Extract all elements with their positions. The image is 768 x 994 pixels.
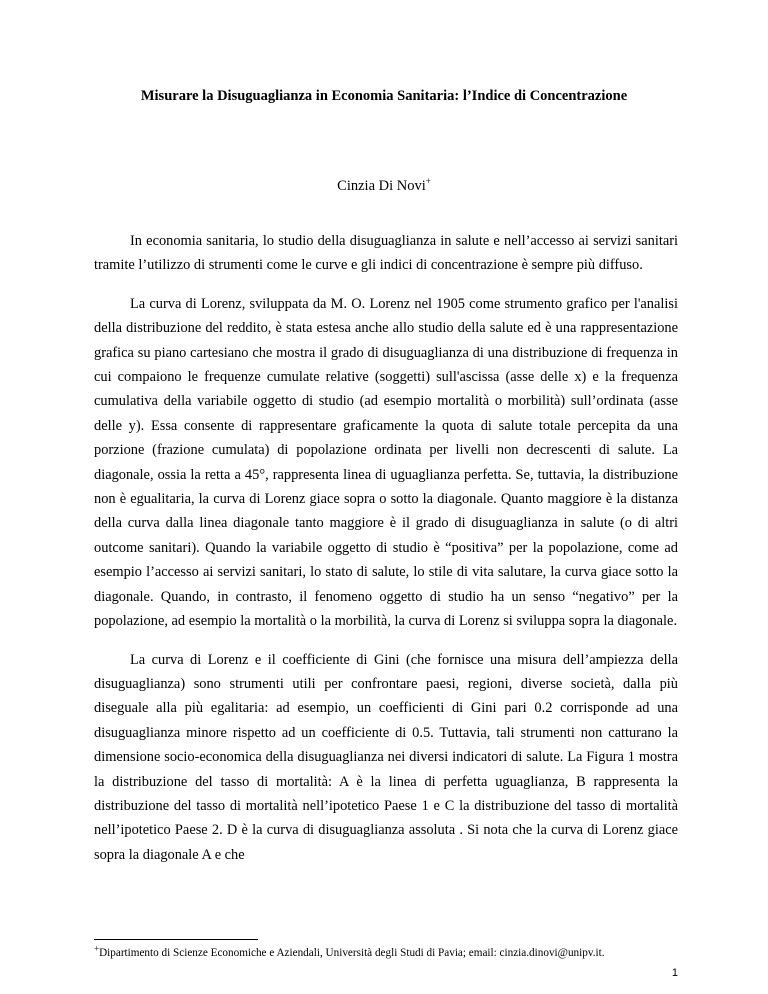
footnote xyxy=(94,943,734,960)
author-footnote-mark: + xyxy=(425,176,431,187)
author-line xyxy=(0,178,768,195)
paragraph-1: In economia sanitaria, lo studio della disuguaglianza in salute e nell’accesso ai servizi sanitari tramite l’utilizzo di strumenti come le curve e gli indici di concentrazione è sempre più diffuso. xyxy=(94,233,678,274)
paragraph-3: La curva di Lorenz e il coefficiente di Gini (che fornisce una misura dell’ampiezza della disuguaglianza) sono strumenti utili per confrontare paesi, regioni, diverse società, dalla più diseguale alla più egalitaria: ad esempio, un coefficienti di Gini pari 0.2 corrisponde ad una disuguaglianza minore rispetto ad un coefficiente di 0.5. Tuttavia, tali strumenti non catturano la dimensione socio-economica della disuguaglianza nei diversi indicatori di salute. La Figura 1 mostra la distribuzione del tasso di mortalità: A è la linea di perfetta uguaglianza, B rappresenta la distribuzione del tasso di mortalità nell’ipotetico Paese 1 e C la distribuzione del tasso di mortalità nell’ipotetico Paese 2. D è la curva di disuguaglianza assoluta . Si nota che la curva di Lorenz giace sopra la diagonale A e che xyxy=(94,651,678,863)
footnote-text: Dipartimento di Scienze Economiche e Aziendali, Università degli Studi di Pavia; email: cinzia.dinovi@unipv.it. xyxy=(99,947,605,959)
page-number: 1 xyxy=(671,967,678,979)
author-name: Cinzia Di Novi xyxy=(337,178,426,194)
body-text xyxy=(94,229,678,881)
document-title: Misurare la Disuguaglianza in Economia Sanitaria: l’Indice di Concentrazione xyxy=(140,88,628,104)
paragraph-2: La curva di Lorenz, sviluppata da M. O. Lorenz nel 1905 come strumento grafico per l'analisi della distribuzione del reddito, è stata estesa anche allo studio della salute ed è una rappresentazione grafica su piano cartesiano che mostra il grado di disuguaglianza di una distribuzione di frequenza in cui compaiono le frequenze cumulate relative (soggetti) sull'ascissa (asse delle x) e la frequenza cumulativa della variabile oggetto di studio (ad esempio mortalità o morbilità) sull’ordinata (asse delle y). Essa consente di rappresentare graficamente la quota di salute totale percepita da una porzione (frazione cumulata) di popolazione ordinata per livelli non decrescenti di salute. La diagonale, ossia la retta a 45°, rappresenta linea di uguaglianza perfetta. Se, tuttavia, la distribuzione non è egualitaria, la curva di Lorenz giace sopra o sotto la diagonale. Quanto maggiore è la distanza della curva dalla linea diagonale tanto maggiore è il grado di disuguaglianza in salute (o di altri outcome sanitari). Quando la variabile oggetto di studio è “positiva” per la popolazione, come ad esempio l’accesso ai servizi sanitari, lo stato di salute, lo stile di vita salutare, la curva giace sotto la diagonale. Quando, in contrasto, il fenomeno oggetto di studio ha un senso “negativo” per la popolazione, ad esempio la mortalità o la morbilità, la curva di Lorenz si sviluppa sopra la diagonale. xyxy=(94,295,678,630)
footnote-divider xyxy=(94,939,258,940)
footnote-mark: + xyxy=(94,943,100,954)
